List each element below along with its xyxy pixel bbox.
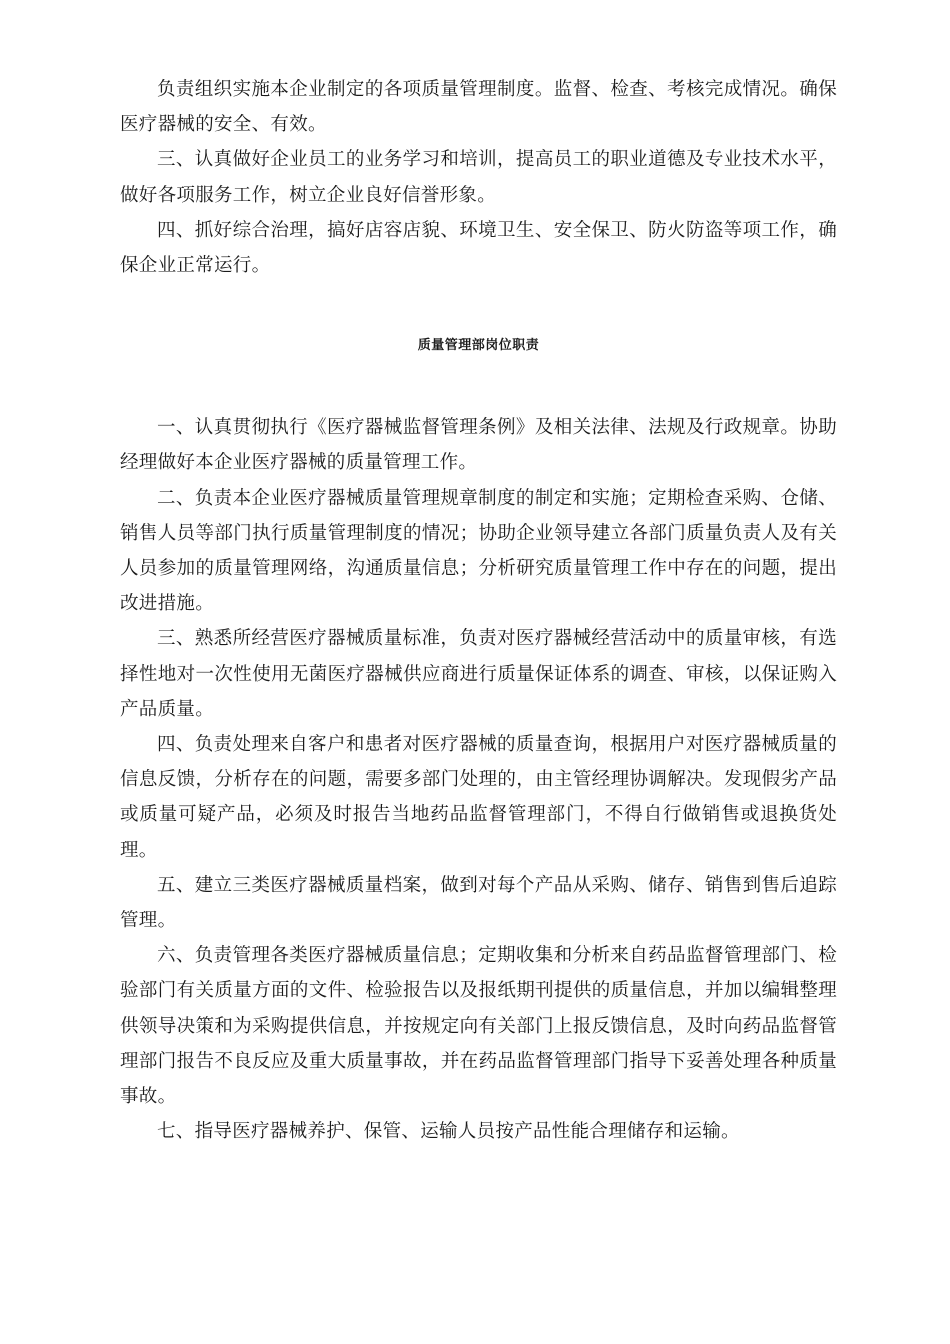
paragraph-staff-training: 三、认真做好企业员工的业务学习和培训，提高员工的职业道德及专业技术水平，做好各项服务工作，树立企业良好信誉形象。 xyxy=(120,149,837,206)
duty-item-3: 三、熟悉所经营医疗器械质量标准，负责对医疗器械经营活动中的质量审核，有选择性地对一次性使用无菌医疗器械供应商进行质量保证体系的调查、审核，以保证购入产品质量。 xyxy=(120,628,837,720)
quality-section xyxy=(120,410,837,1149)
top-section xyxy=(120,72,837,283)
duty-item-1: 一、认真贯彻执行《医疗器械监督管理条例》及相关法律、法规及行政规章。协助经理做好本企业医疗器械的质量管理工作。 xyxy=(120,417,837,474)
duty-item-7: 七、指导医疗器械养护、保管、运输人员按产品性能合理储存和运输。 xyxy=(157,1121,740,1143)
document-page xyxy=(120,72,837,1149)
duty-item-2: 二、负责本企业医疗器械质量管理规章制度的制定和实施；定期检查采购、仓储、销售人员等部门执行质量管理制度的情况；协助企业领导建立各部门质量负责人及有关人员参加的质量管理网络，沟通质量信息；分析研究质量管理工作中存在的问题，提出改进措施。 xyxy=(120,487,837,615)
paragraph-comprehensive-management: 四、抓好综合治理，搞好店容店貌、环境卫生、安全保卫、防火防盗等项工作，确保企业正常运行。 xyxy=(120,219,837,277)
paragraph-responsibility-implementation: 负责组织实施本企业制定的各项质量管理制度。监督、检查、考核完成情况。确保医疗器械的安全、有效。 xyxy=(120,79,837,136)
duty-item-6: 六、负责管理各类医疗器械质量信息；定期收集和分析来自药品监督管理部门、检验部门有关质量方面的文件、检验报告以及报纸期刊提供的质量信息，并加以编辑整理供领导决策和为采购提供信息，并按规定向有关部门上报反馈信息，及时向药品监督管理部门报告不良反应及重大质量事故，并在药品监督管理部门指导下妥善处理各种质量事故。 xyxy=(120,945,837,1108)
duty-item-5: 五、建立三类医疗器械质量档案，做到对每个产品从采购、储存、销售到售后追踪管理。 xyxy=(120,874,837,932)
section-title: 质量管理部岗位职责 xyxy=(417,338,540,354)
duty-item-4: 四、负责处理来自客户和患者对医疗器械的质量查询，根据用户对医疗器械质量的信息反馈，分析存在的问题，需要多部门处理的，由主管经理协调解决。发现假劣产品或质量可疑产品，必须及时报告当地药品监督管理部门，不得自行做销售或退换货处理。 xyxy=(120,734,837,861)
